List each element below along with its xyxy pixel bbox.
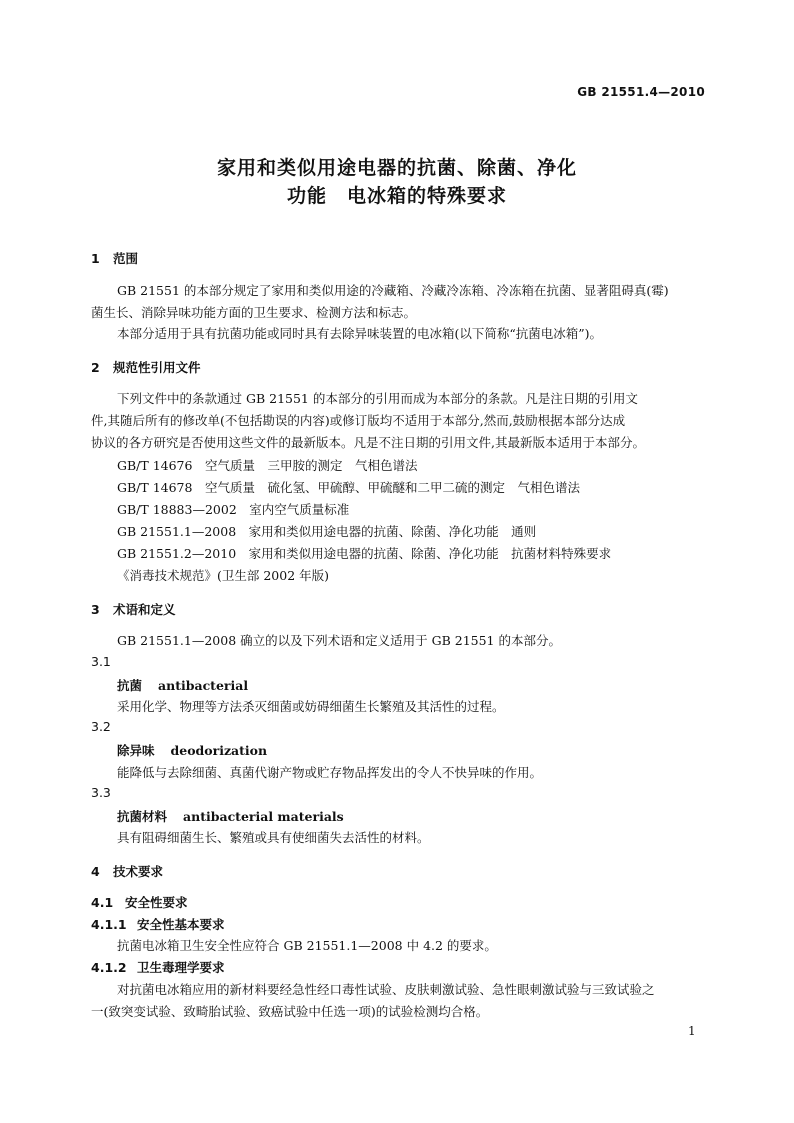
paragraph: 下列文件中的条款通过 GB 21551 的本部分的引用而成为本部分的条款。凡是注日期的引用文 [117,391,638,406]
term-zh: 抗菌 [117,678,143,693]
subsection-title: 安全性要求 [125,895,188,910]
term-heading [117,676,248,694]
paragraph-continued: 协议的各方研究是否使用这些文件的最新版本。凡是不注日期的引用文件,其最新版本适用于本部分。 [91,435,645,450]
reference-item: GB/T 14676 空气质量 三甲胺的测定 气相色谱法 [117,458,418,473]
subsubsection-heading [91,915,225,933]
paragraph: 本部分适用于具有抗菌功能或同时具有去除异味装置的电冰箱(以下简称“抗菌电冰箱”)。 [117,326,603,341]
term-definition: 能降低与去除细菌、真菌代谢产物或贮存物品挥发出的令人不快异味的作用。 [117,765,543,780]
subsubsection-heading [91,958,225,976]
term-definition: 具有阻碍细菌生长、繁殖或具有使细菌失去活性的材料。 [117,830,430,845]
paragraph: GB 21551.1—2008 确立的以及下列术语和定义适用于 GB 21551 的本部分。 [117,633,561,648]
paragraph: GB 21551 的本部分规定了家用和类似用途的冷藏箱、冷藏冷冻箱、冷冻箱在抗菌、显著阻碍真(霉) [117,283,669,298]
term-en: antibacterial [158,678,249,693]
subsection-number: 4.1.1 [91,917,127,932]
term-heading [117,807,344,825]
section-3-heading [91,600,176,618]
reference-item: GB/T 18883—2002 室内空气质量标准 [117,502,350,517]
paragraph-continued: 菌生长、消除异味功能方面的卫生要求、检测方法和标志。 [91,305,417,320]
section-title: 技术要求 [113,864,164,879]
page-number: 1 [688,1024,696,1038]
section-title: 术语和定义 [113,602,176,617]
section-number: 1 [91,251,100,266]
reference-item: GB 21551.2—2010 家用和类似用途电器的抗菌、除菌、净化功能 抗菌材料特殊要求 [117,546,612,561]
term-number: 3.1 [91,654,111,669]
section-1-heading [91,249,138,267]
term-zh: 除异味 [117,743,155,758]
subsection-number: 4.1.2 [91,960,127,975]
section-number: 4 [91,864,100,879]
section-title: 范围 [113,251,139,266]
paragraph: 对抗菌电冰箱应用的新材料要经急性经口毒性试验、皮肤刺激试验、急性眼刺激试验与三致试验之 [117,982,655,997]
reference-item: 《消毒技术规范》(卫生部 2002 年版) [117,568,330,583]
subsection-heading [91,893,188,911]
term-en: antibacterial materials [183,809,344,824]
reference-item: GB/T 14678 空气质量 硫化氢、甲硫醇、甲硫醚和二甲二硫的测定 气相色谱法 [117,480,580,495]
subsection-number: 4.1 [91,895,114,910]
document-title-line2: 功能 电冰箱的特殊要求 [286,185,507,207]
term-zh: 抗菌材料 [117,809,168,824]
section-number: 2 [91,360,100,375]
term-definition: 采用化学、物理等方法杀灭细菌或妨碍细菌生长繁殖及其活性的过程。 [117,699,505,714]
term-en: deodorization [170,743,268,758]
term-heading [117,741,267,759]
subsection-title: 卫生毒理学要求 [137,960,225,975]
reference-item: GB 21551.1—2008 家用和类似用途电器的抗菌、除菌、净化功能 通则 [117,524,537,539]
section-4-heading [91,862,163,880]
paragraph-continued: 件,其随后所有的修改单(不包括勘误的内容)或修订版均不适用于本部分,然而,鼓励根据本部分达成 [91,413,626,428]
term-number: 3.2 [91,719,111,734]
section-number: 3 [91,602,100,617]
standard-number: GB 21551.4—2010 [577,85,705,99]
paragraph: 抗菌电冰箱卫生安全性应符合 GB 21551.1—2008 中 4.2 的要求。 [117,938,497,953]
section-title: 规范性引用文件 [113,360,201,375]
term-number: 3.3 [91,785,111,800]
section-2-heading [91,358,201,376]
document-title-line1: 家用和类似用途电器的抗菌、除菌、净化 [216,157,577,179]
subsection-title: 安全性基本要求 [137,917,225,932]
paragraph-continued: 一(致突变试验、致畸胎试验、致癌试验中任选一项)的试验检测均合格。 [91,1004,489,1019]
